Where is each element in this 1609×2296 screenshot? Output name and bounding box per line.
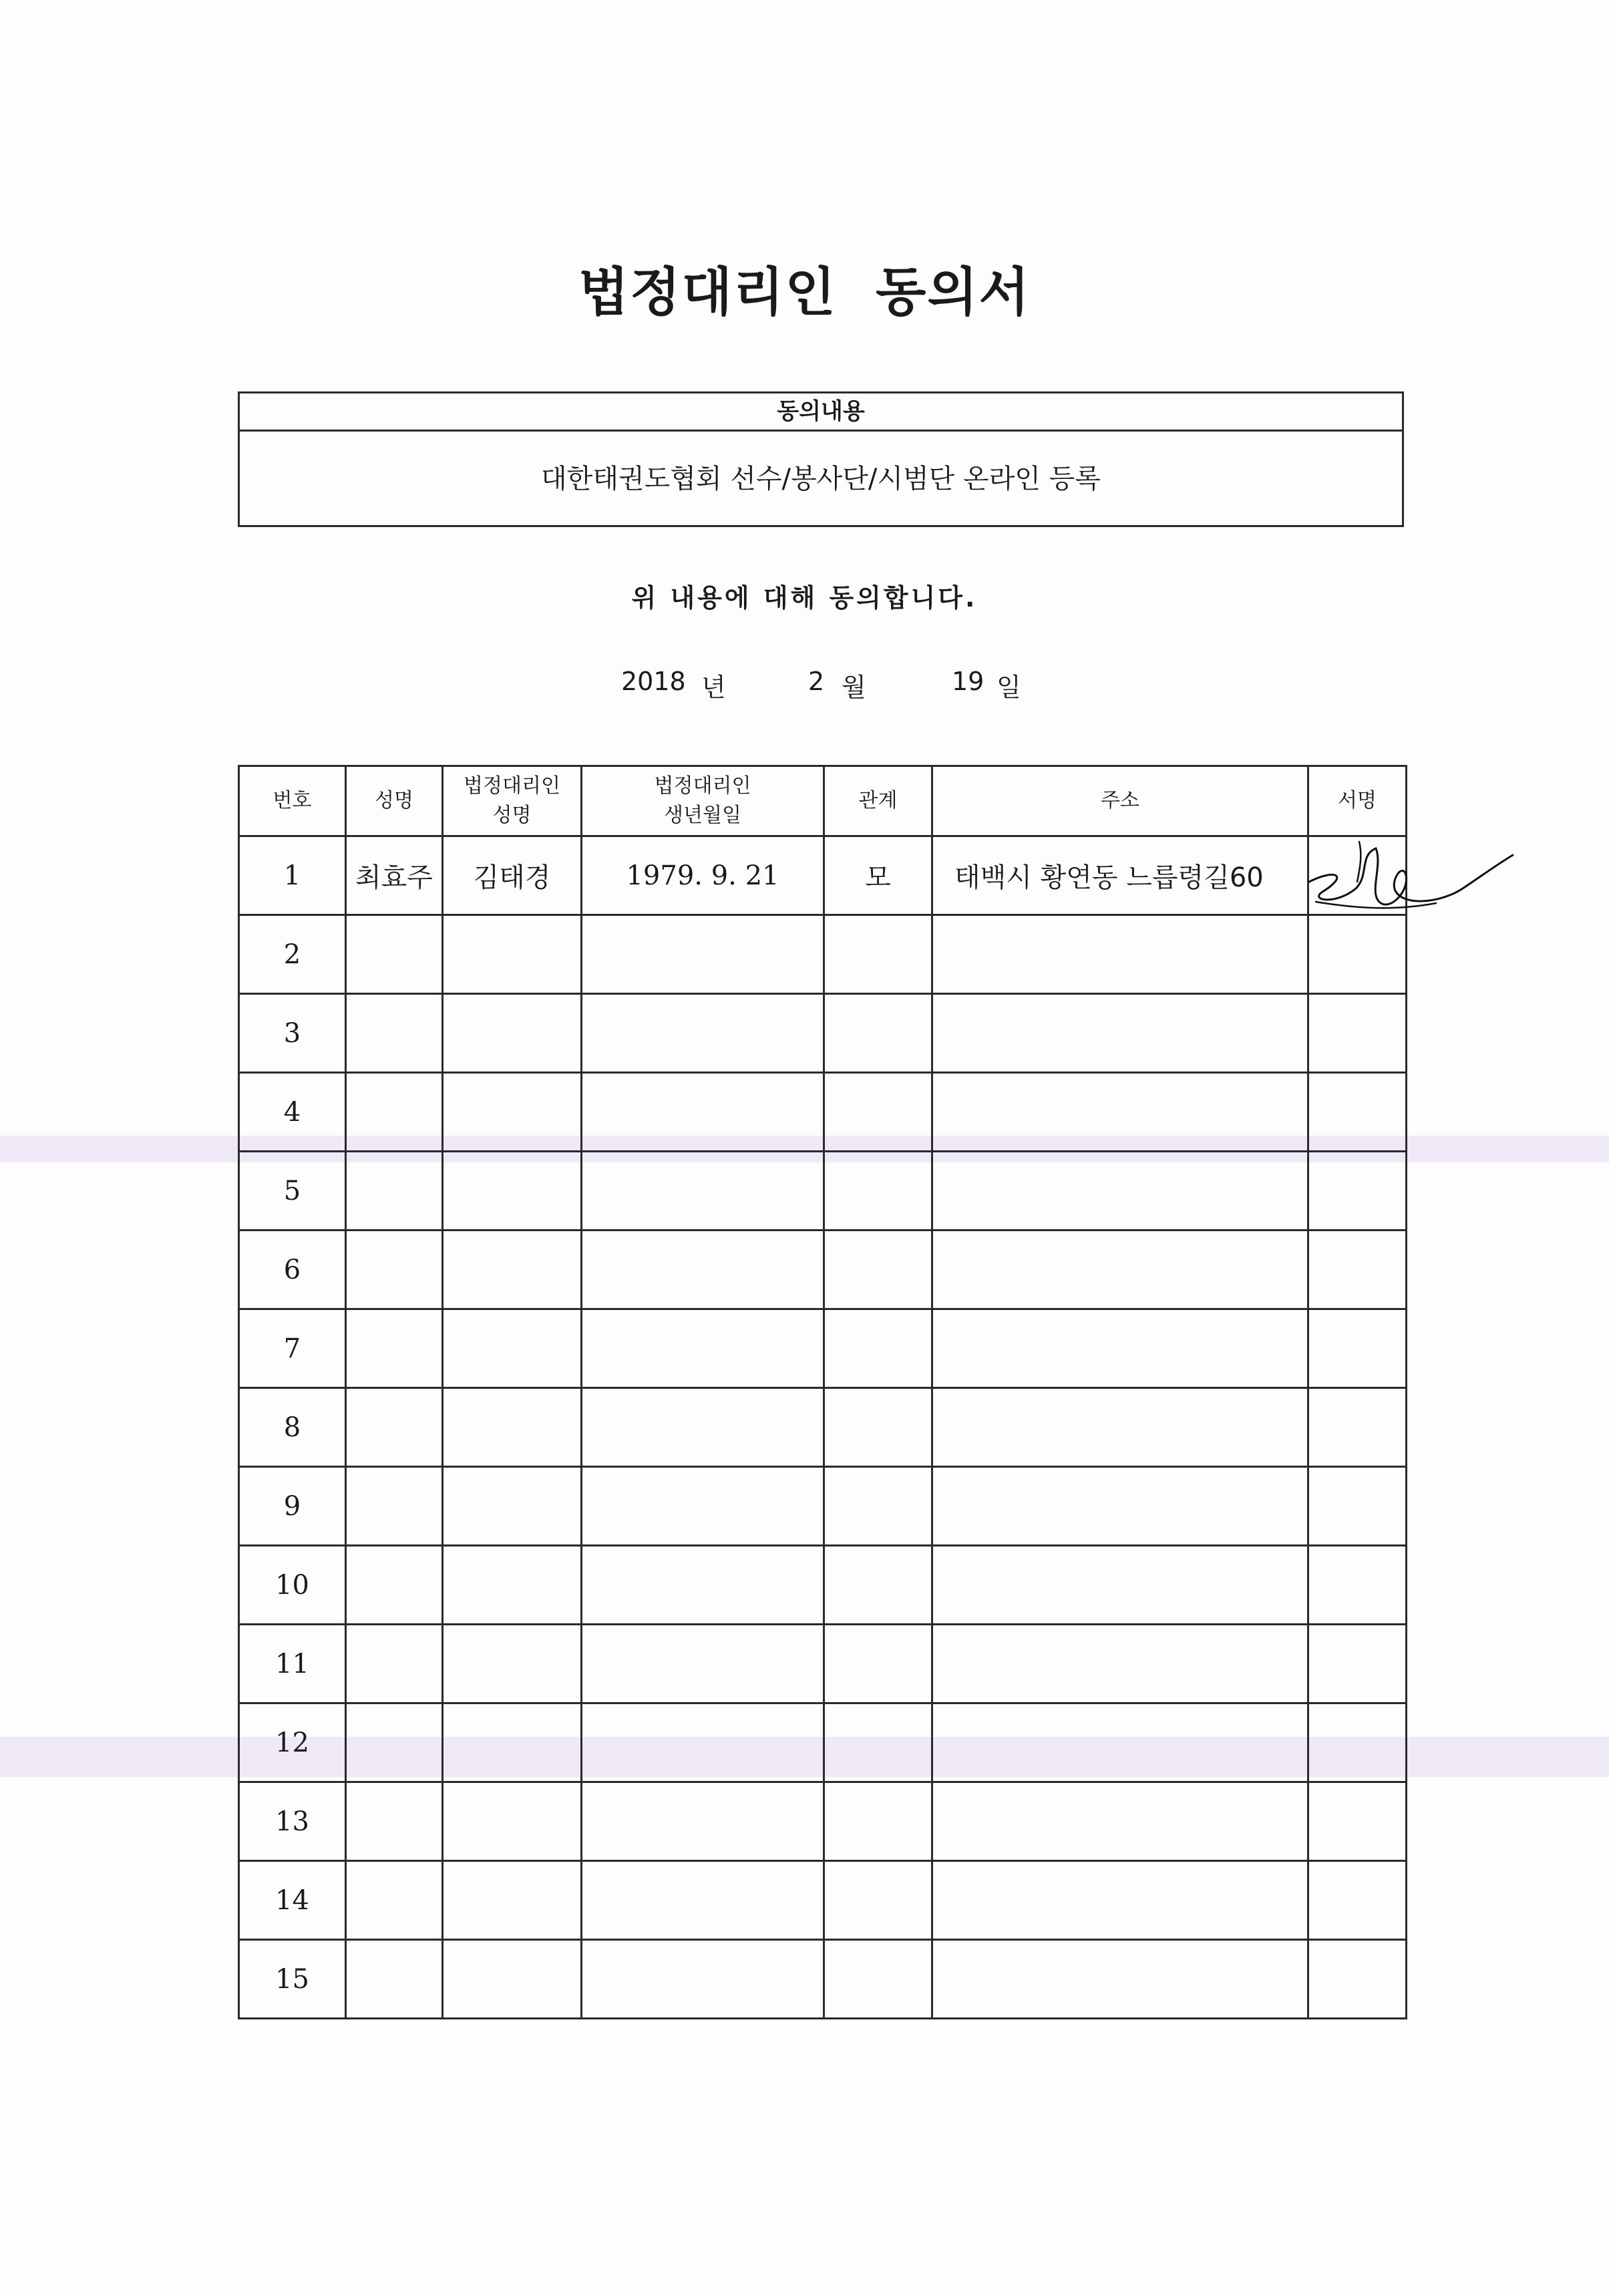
header-guardian-birth-line1: 법정대리인 xyxy=(654,774,751,798)
cell-signature xyxy=(1308,1073,1407,1152)
cell-guardian-birth xyxy=(582,1231,824,1309)
cell-guardian-birth xyxy=(582,1073,824,1152)
cell-guardian-birth xyxy=(582,1861,824,1940)
table-row xyxy=(239,1861,1407,1940)
cell-address xyxy=(932,1231,1308,1309)
cell-relation xyxy=(824,1625,932,1703)
cell-guardian-birth xyxy=(582,1625,824,1703)
cell-guardian-name xyxy=(443,994,582,1073)
document-title: 법정대리인 동의서 xyxy=(578,263,1031,323)
cell-guardian-birth: 1979. 9. 21 xyxy=(582,836,824,915)
cell-address xyxy=(932,1309,1308,1388)
cell-guardian-name xyxy=(443,1231,582,1309)
cell-guardian-birth xyxy=(582,1467,824,1546)
cell-name xyxy=(346,1703,443,1782)
cell-relation: 모 xyxy=(824,836,932,915)
header-guardian-name-line1: 법정대리인 xyxy=(464,774,560,798)
table-row xyxy=(239,1073,1407,1152)
table-row xyxy=(239,1309,1407,1388)
cell-name xyxy=(346,1546,443,1625)
table-row xyxy=(239,1388,1407,1467)
cell-no: 6 xyxy=(239,1231,346,1309)
cell-name xyxy=(346,1861,443,1940)
cell-relation xyxy=(824,1309,932,1388)
cell-signature xyxy=(1308,1625,1407,1703)
cell-guardian-name xyxy=(443,1152,582,1231)
cell-signature xyxy=(1308,1782,1407,1861)
cell-relation xyxy=(824,1231,932,1309)
cell-guardian-name xyxy=(443,915,582,994)
cell-guardian-birth xyxy=(582,1782,824,1861)
cell-name: 최효주 xyxy=(346,836,443,915)
date-year-unit: 년 xyxy=(701,673,726,702)
header-guardian-birth-line2: 생년월일 xyxy=(664,804,741,827)
cell-no: 15 xyxy=(239,1940,346,2019)
date-day: 19 xyxy=(952,667,985,696)
cell-guardian-birth xyxy=(582,994,824,1073)
cell-guardian-name xyxy=(443,1703,582,1782)
cell-no: 5 xyxy=(239,1152,346,1231)
table-row xyxy=(239,836,1407,915)
table-row xyxy=(239,1703,1407,1782)
table-row xyxy=(239,1782,1407,1861)
header-no: 번호 xyxy=(239,766,346,836)
header-relation: 관계 xyxy=(824,766,932,836)
cell-name xyxy=(346,1782,443,1861)
date-year: 2018 xyxy=(621,667,686,696)
cell-name xyxy=(346,1940,443,2019)
date-day-unit: 일 xyxy=(997,673,1021,702)
cell-name xyxy=(346,1309,443,1388)
cell-address xyxy=(932,1073,1308,1152)
header-address: 주소 xyxy=(932,766,1308,836)
cell-name xyxy=(346,915,443,994)
cell-address xyxy=(932,915,1308,994)
cell-signature xyxy=(1308,1467,1407,1546)
cell-no: 12 xyxy=(239,1703,346,1782)
cell-name xyxy=(346,1625,443,1703)
cell-name xyxy=(346,994,443,1073)
cell-guardian-name xyxy=(443,1073,582,1152)
table-row xyxy=(239,1546,1407,1625)
cell-relation xyxy=(824,1467,932,1546)
cell-signature xyxy=(1308,1231,1407,1309)
cell-signature xyxy=(1308,1940,1407,2019)
cell-signature xyxy=(1308,1703,1407,1782)
cell-address xyxy=(932,1467,1308,1546)
cell-no: 9 xyxy=(239,1467,346,1546)
cell-guardian-name xyxy=(443,1309,582,1388)
cell-guardian-birth xyxy=(582,915,824,994)
header-guardian-name xyxy=(443,766,582,836)
cell-no: 1 xyxy=(239,836,346,915)
cell-guardian-name xyxy=(443,1782,582,1861)
cell-relation xyxy=(824,1388,932,1467)
date-month: 2 xyxy=(808,667,825,696)
cell-guardian-name xyxy=(443,1625,582,1703)
cell-relation xyxy=(824,994,932,1073)
date-month-unit: 월 xyxy=(842,673,866,702)
cell-no: 8 xyxy=(239,1388,346,1467)
table-row xyxy=(239,994,1407,1073)
cell-address xyxy=(932,1388,1308,1467)
cell-address xyxy=(932,994,1308,1073)
cell-relation xyxy=(824,1546,932,1625)
consent-body: 대한태권도협회 선수/봉사단/시범단 온라인 등록 xyxy=(541,464,1101,494)
cell-address xyxy=(932,1861,1308,1940)
cell-guardian-name xyxy=(443,1467,582,1546)
cell-relation xyxy=(824,1782,932,1861)
cell-name xyxy=(346,1073,443,1152)
cell-guardian-name xyxy=(443,1546,582,1625)
cell-guardian-name xyxy=(443,1388,582,1467)
guardian-table xyxy=(238,765,1407,2019)
cell-guardian-birth xyxy=(582,1940,824,2019)
cell-guardian-birth xyxy=(582,1309,824,1388)
cell-relation xyxy=(824,1940,932,2019)
cell-no: 10 xyxy=(239,1546,346,1625)
cell-signature xyxy=(1308,994,1407,1073)
cell-guardian-birth xyxy=(582,1546,824,1625)
cell-guardian-name: 김태경 xyxy=(443,836,582,915)
cell-no: 13 xyxy=(239,1782,346,1861)
cell-address xyxy=(932,1940,1308,2019)
header-guardian-name-line2: 성명 xyxy=(492,804,532,827)
cell-signature xyxy=(1308,1861,1407,1940)
cell-no: 2 xyxy=(239,915,346,994)
handwritten-signature xyxy=(1296,828,1516,935)
cell-no: 3 xyxy=(239,994,346,1073)
cell-name xyxy=(346,1388,443,1467)
table-row xyxy=(239,1152,1407,1231)
cell-address xyxy=(932,1703,1308,1782)
table-header-row xyxy=(239,766,1407,836)
header-guardian-birth xyxy=(582,766,824,836)
cell-relation xyxy=(824,1152,932,1231)
cell-no: 4 xyxy=(239,1073,346,1152)
cell-guardian-name xyxy=(443,1940,582,2019)
cell-relation xyxy=(824,1861,932,1940)
header-name: 성명 xyxy=(346,766,443,836)
cell-no: 7 xyxy=(239,1309,346,1388)
cell-address xyxy=(932,1782,1308,1861)
cell-signature xyxy=(1308,1309,1407,1388)
cell-name xyxy=(346,1231,443,1309)
cell-relation xyxy=(824,1703,932,1782)
table-row xyxy=(239,1625,1407,1703)
cell-no: 11 xyxy=(239,1625,346,1703)
header-signature: 서명 xyxy=(1308,766,1407,836)
cell-signature xyxy=(1308,1388,1407,1467)
consent-box xyxy=(238,391,1404,527)
cell-relation xyxy=(824,1073,932,1152)
cell-relation xyxy=(824,915,932,994)
agreement-statement: 위 내용에 대해 동의합니다. xyxy=(631,583,978,613)
cell-name xyxy=(346,1467,443,1546)
cell-name xyxy=(346,1152,443,1231)
cell-guardian-birth xyxy=(582,1703,824,1782)
table-row xyxy=(239,1467,1407,1546)
consent-header: 동의내용 xyxy=(240,393,1402,432)
cell-address xyxy=(932,1625,1308,1703)
cell-guardian-birth xyxy=(582,1152,824,1231)
cell-address xyxy=(932,1546,1308,1625)
table-row xyxy=(239,915,1407,994)
cell-signature xyxy=(1308,1152,1407,1231)
cell-address: 태백시 황연동 느릅령길60 xyxy=(932,836,1308,915)
cell-no: 14 xyxy=(239,1861,346,1940)
table-row xyxy=(239,1231,1407,1309)
table-row xyxy=(239,1940,1407,2019)
cell-signature xyxy=(1308,1546,1407,1625)
cell-address xyxy=(932,1152,1308,1231)
cell-guardian-name xyxy=(443,1861,582,1940)
cell-guardian-birth xyxy=(582,1388,824,1467)
